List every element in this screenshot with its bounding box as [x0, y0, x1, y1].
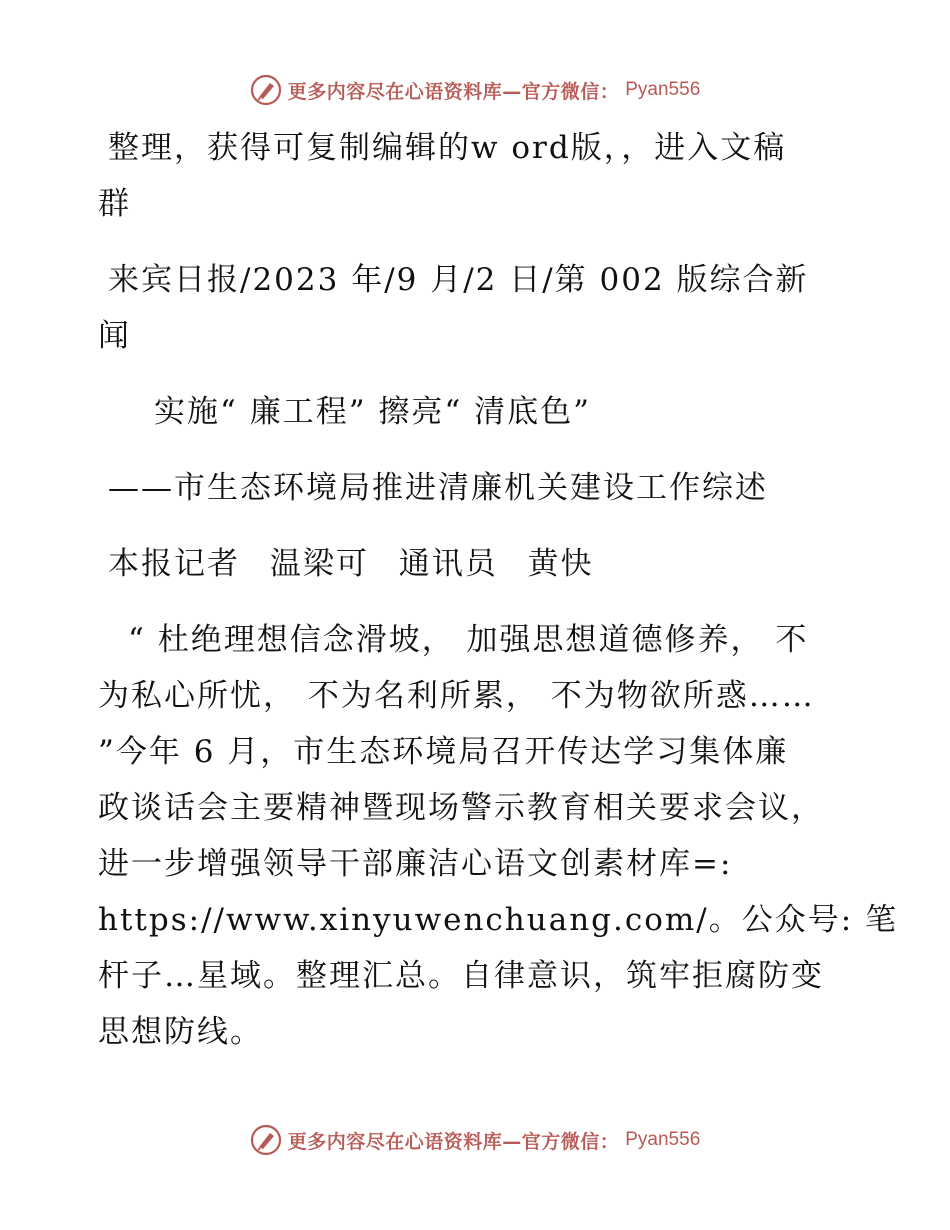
intro-line-1: 整理，获得可复制编辑的w ord版，，进入文稿: [108, 130, 787, 166]
banner-text: 更多内容尽在心语资料库—官方微信：: [287, 1130, 620, 1153]
source-line-1: 来宾日报/2023 年/9 月/2 日/第 002 版综合新: [108, 262, 809, 298]
body-line: 杆子…星域。整理汇总。自律意识，筑牢拒腐防变: [98, 958, 824, 994]
article-subtitle: ——市生态环境局推进清廉机关建设工作综述: [108, 470, 768, 506]
banner-wechat-id: Pyan556: [625, 79, 701, 100]
quill-pen-logo-icon: [250, 74, 282, 106]
article-title: 实施“ 廉工程” 擦亮“ 清底色”: [154, 394, 591, 430]
body-line: ”今年 6 月，市生态环境局召开传达学习集体廉: [98, 734, 789, 770]
footer-watermark-banner: [0, 1120, 950, 1160]
body-line: https://www.xinyuwenchuang.com/。公众号: 笔: [98, 902, 899, 938]
document-body: [98, 120, 899, 1060]
intro-line-2: 群: [98, 186, 131, 222]
body-line: 政谈话会主要精神暨现场警示教育相关要求会议，: [98, 790, 824, 826]
article-byline: 本报记者 温梁可 通讯员 黄快: [108, 546, 594, 582]
body-line: 为私心所忧， 不为名利所累， 不为物欲所惑……: [98, 678, 815, 714]
quill-pen-logo-icon: [250, 1124, 282, 1156]
body-line: “ 杜绝理想信念滑坡， 加强思想道德修养， 不: [128, 622, 809, 658]
source-line-2: 闻: [98, 318, 131, 354]
banner-text: 更多内容尽在心语资料库—官方微信：: [287, 80, 620, 103]
banner-wechat-id: Pyan556: [625, 1129, 701, 1150]
header-watermark-banner: [0, 70, 950, 110]
body-line: 进一步增强领导干部廉洁心语文创素材库=:: [98, 846, 733, 882]
body-line: 思想防线。: [98, 1014, 263, 1050]
